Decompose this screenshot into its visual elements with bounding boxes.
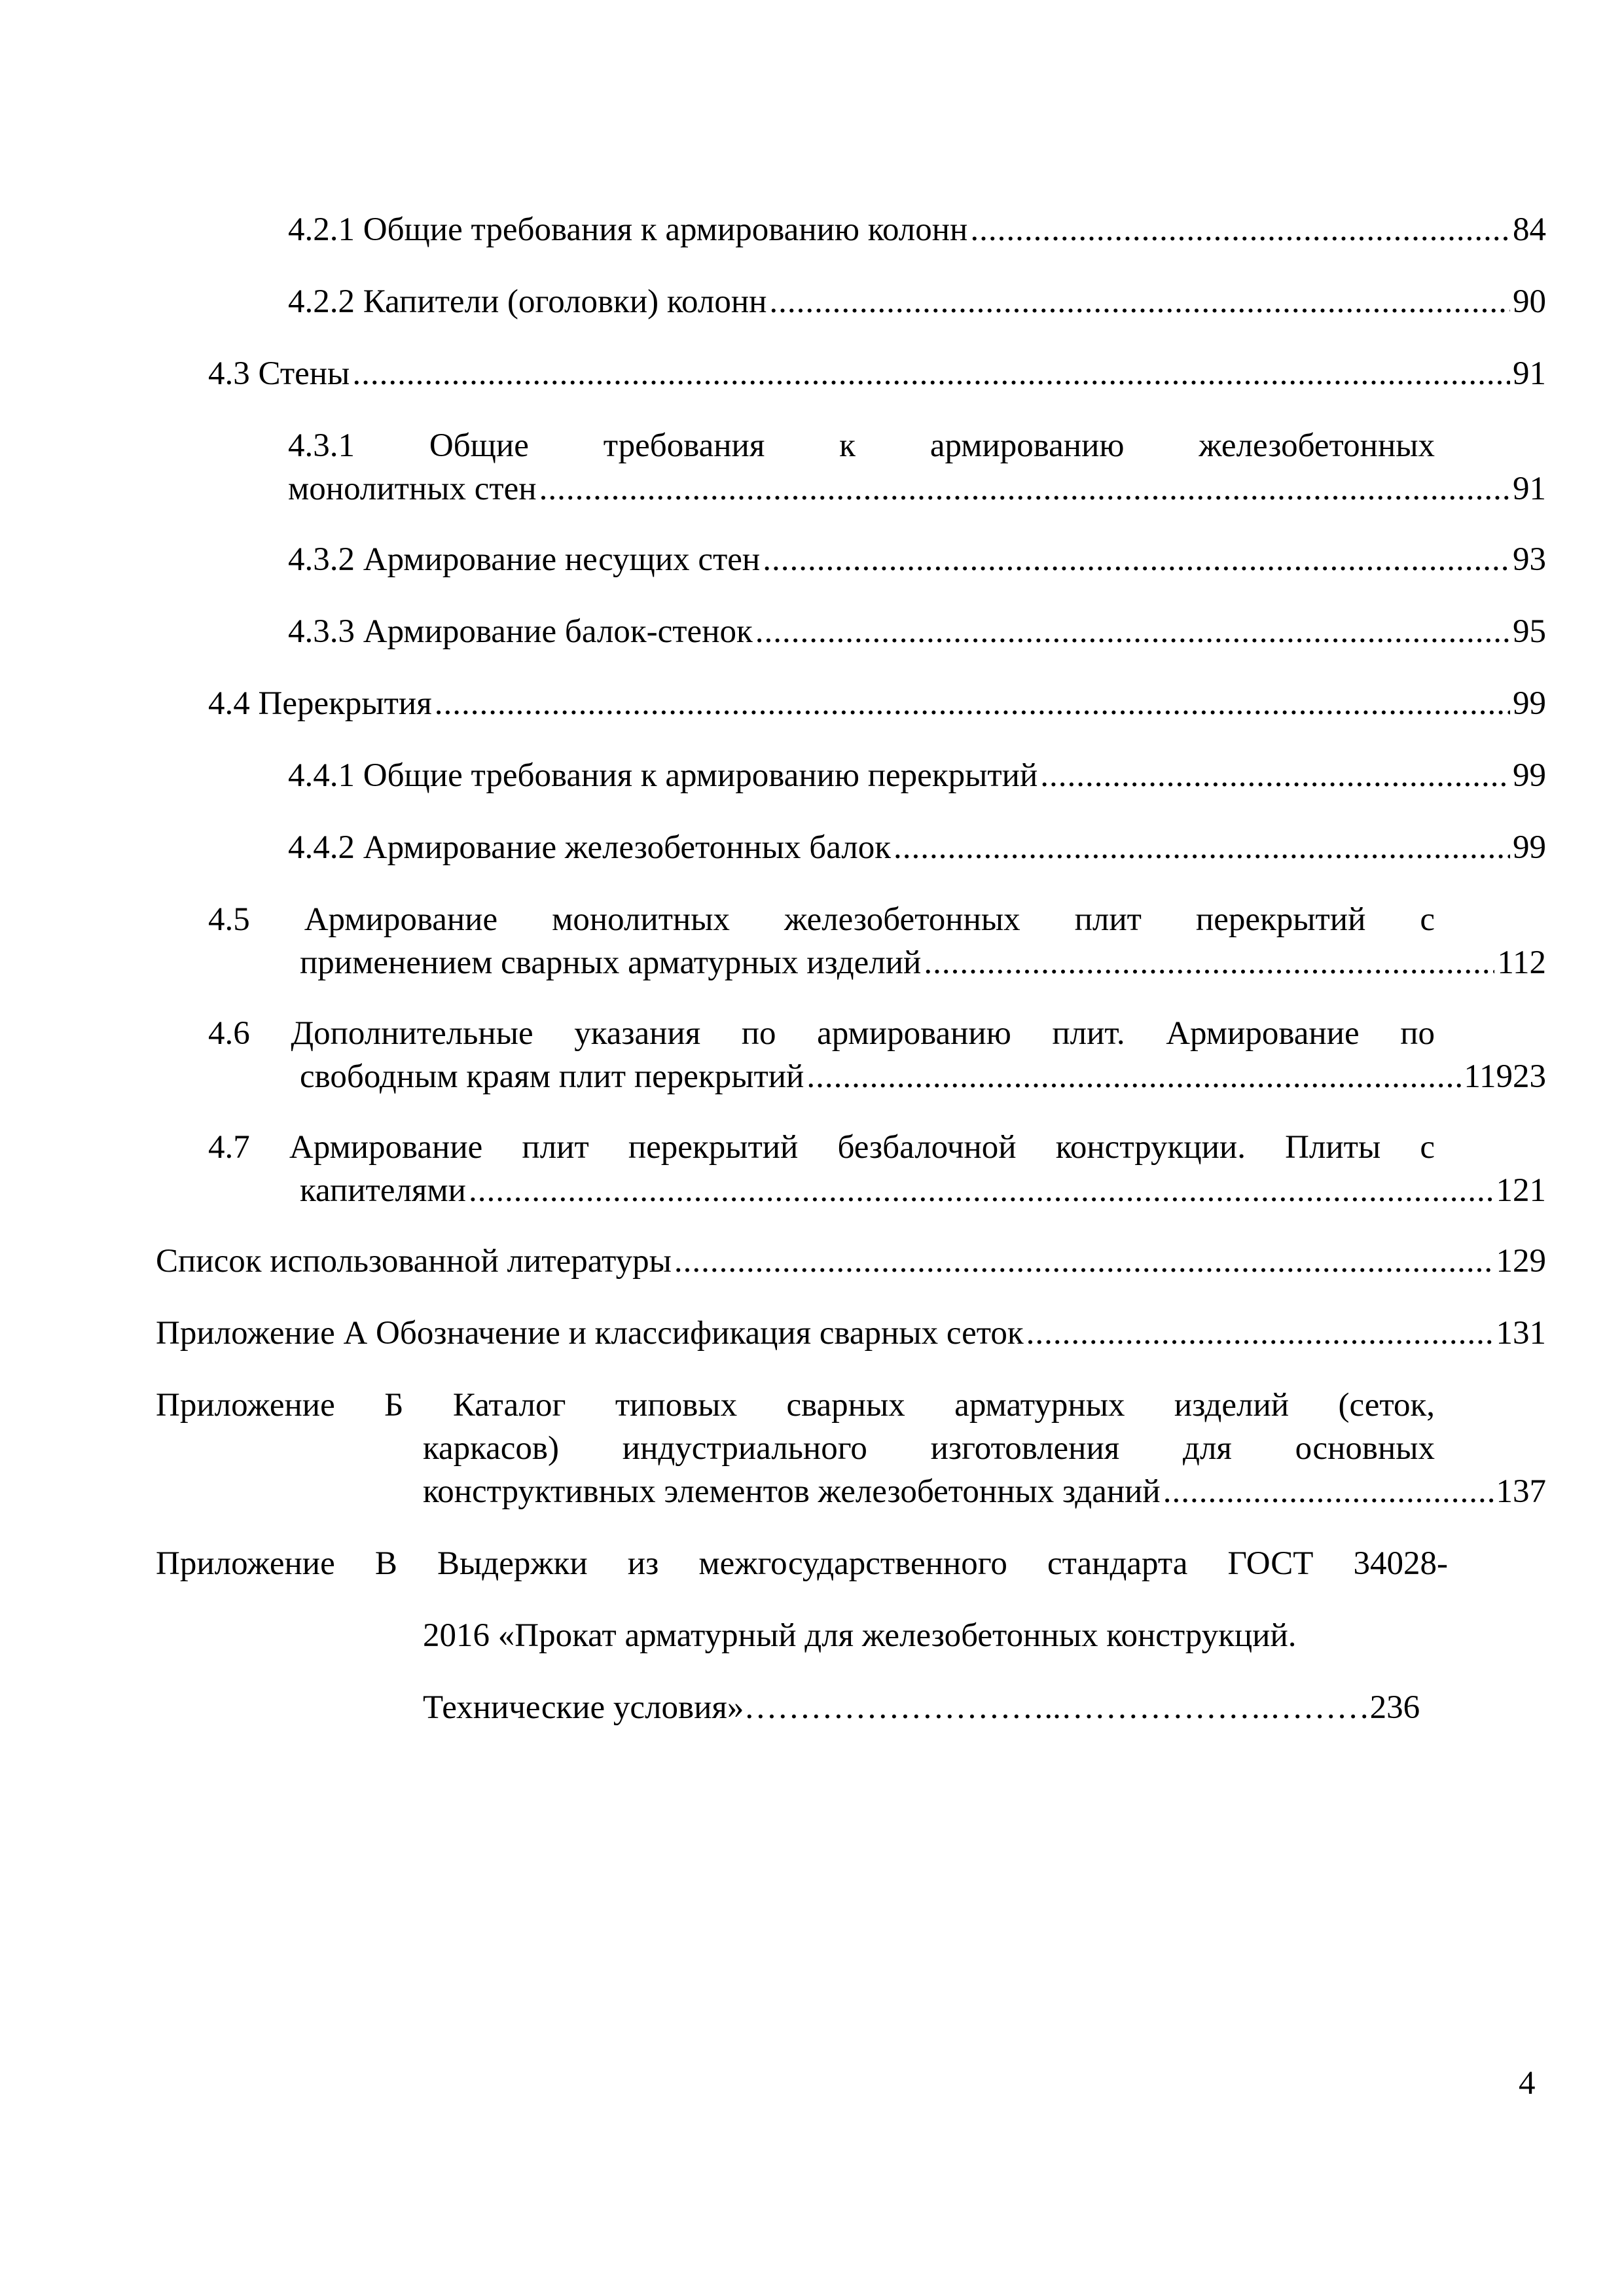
toc-entry-title: 4.2.1 Общие требования к армированию колонн (288, 211, 968, 248)
toc-entry-4-6[interactable] (208, 1012, 1546, 1098)
toc-entry-appendix-b[interactable] (156, 1384, 1546, 1513)
toc-entry-appendix-v[interactable] (156, 1542, 1546, 1729)
toc-entry-4-3-3[interactable] (288, 610, 1546, 653)
toc-entry-page: 99 (1513, 829, 1546, 866)
toc-entry-title-line-1: Приложение Б Каталог типовых сварных арматурных изделий (сеток, (156, 1387, 1435, 1424)
toc-entry-4-4-1[interactable] (288, 754, 1546, 797)
toc-entry-bibliography[interactable] (156, 1240, 1546, 1283)
dot-leader (763, 538, 1510, 581)
toc-entry-page: 91 (1513, 471, 1546, 507)
toc-entry-page: 99 (1513, 757, 1546, 794)
toc-entry-title: 4.3.3 Армирование балок-стенок (288, 613, 753, 650)
toc-entry-page: 112 (1497, 944, 1546, 981)
dot-leader (435, 682, 1510, 725)
dot-leader (970, 208, 1510, 251)
toc-entry-title: 4.4.2 Армирование железобетонных балок (288, 829, 892, 866)
dot-leader (1040, 754, 1510, 797)
toc-entry-title-line-1: Приложение В Выдержки из межгосударственного стандарта ГОСТ 34028- (156, 1545, 1448, 1582)
toc-entry-title: 4.3 Стены (208, 355, 350, 392)
toc-entry-title: 4.2.2 Капители (оголовки) колонн (288, 283, 767, 320)
toc-entry-title-line-2: применением сварных арматурных изделий (300, 944, 922, 981)
toc-entry-4-5[interactable] (208, 898, 1546, 984)
toc-entry-4-4[interactable] (208, 682, 1546, 725)
toc-entry-title-line-3: Технические условия»………………………..……………….………236 (423, 1689, 1420, 1726)
toc-entry-title: Список использованной литературы (156, 1243, 672, 1280)
toc-entry-page: 93 (1513, 541, 1546, 578)
toc-entry-4-2-2[interactable] (288, 280, 1546, 323)
dot-leader (806, 1055, 1461, 1098)
toc-entry-page: 84 (1513, 211, 1546, 248)
dot-leader (755, 610, 1510, 653)
dot-leader (469, 1169, 1494, 1212)
toc-entry-title: 4.4.1 Общие требования к армированию перекрытий (288, 757, 1038, 794)
toc-entry-page: 11923 (1464, 1058, 1546, 1095)
toc-entry-title-line-2: монолитных стен (288, 471, 537, 507)
toc-entry-4-3-1[interactable] (288, 424, 1546, 511)
toc-entry-title-line-2: капителями (300, 1172, 466, 1209)
toc-entry-title-line-2: каркасов) индустриального изготовления для основных (423, 1430, 1435, 1467)
dot-leader (769, 280, 1510, 323)
toc-entry-title: Приложение А Обозначение и классификация сварных сеток (156, 1315, 1024, 1352)
toc-entry-page: 90 (1513, 283, 1546, 320)
toc-entry-page: 121 (1496, 1172, 1546, 1209)
dot-leader (674, 1240, 1494, 1283)
toc-entry-appendix-a[interactable] (156, 1312, 1546, 1355)
toc-entry-4-3-2[interactable] (288, 538, 1546, 581)
toc-entry-page: 129 (1496, 1243, 1546, 1280)
toc-entry-title-line-1: 4.7 Армирование плит перекрытий безбалочной конструкции. Плиты с (208, 1129, 1435, 1166)
page-number: 4 (1519, 2065, 1536, 2102)
dot-leader (539, 467, 1510, 511)
dot-leader (1163, 1470, 1494, 1513)
toc-entry-page: 99 (1513, 685, 1546, 722)
dot-leader (893, 826, 1510, 869)
toc-entry-page: 131 (1496, 1315, 1546, 1352)
toc-entry-page: 137 (1496, 1473, 1546, 1510)
toc-entry-title-line-3: конструктивных элементов железобетонных зданий (423, 1473, 1161, 1510)
toc-entry-title-line-1: 4.5 Армирование монолитных железобетонных плит перекрытий с (208, 901, 1435, 938)
toc-entry-4-2-1[interactable] (288, 208, 1546, 251)
toc-entry-4-7[interactable] (208, 1126, 1546, 1212)
toc-entry-title: 4.4 Перекрытия (208, 685, 432, 722)
toc-entry-4-4-2[interactable] (288, 826, 1546, 869)
toc-entry-title: 4.3.2 Армирование несущих стен (288, 541, 761, 578)
toc-entry-title-line-1: 4.3.1 Общие требования к армированию железобетонных (288, 427, 1435, 464)
toc-entry-page: 95 (1513, 613, 1546, 650)
dot-leader (924, 941, 1494, 984)
toc-entry-title-line-2: свободным краям плит перекрытий (300, 1058, 804, 1095)
dot-leader (352, 352, 1510, 395)
toc-entry-4-3[interactable] (208, 352, 1546, 395)
toc-entry-title-line-1: 4.6 Дополнительные указания по армированию плит. Армирование по (208, 1015, 1435, 1052)
toc-entry-title-line-2: 2016 «Прокат арматурный для железобетонных конструкций. (423, 1617, 1297, 1654)
toc-entry-page: 91 (1513, 355, 1546, 392)
dot-leader (1026, 1312, 1494, 1355)
